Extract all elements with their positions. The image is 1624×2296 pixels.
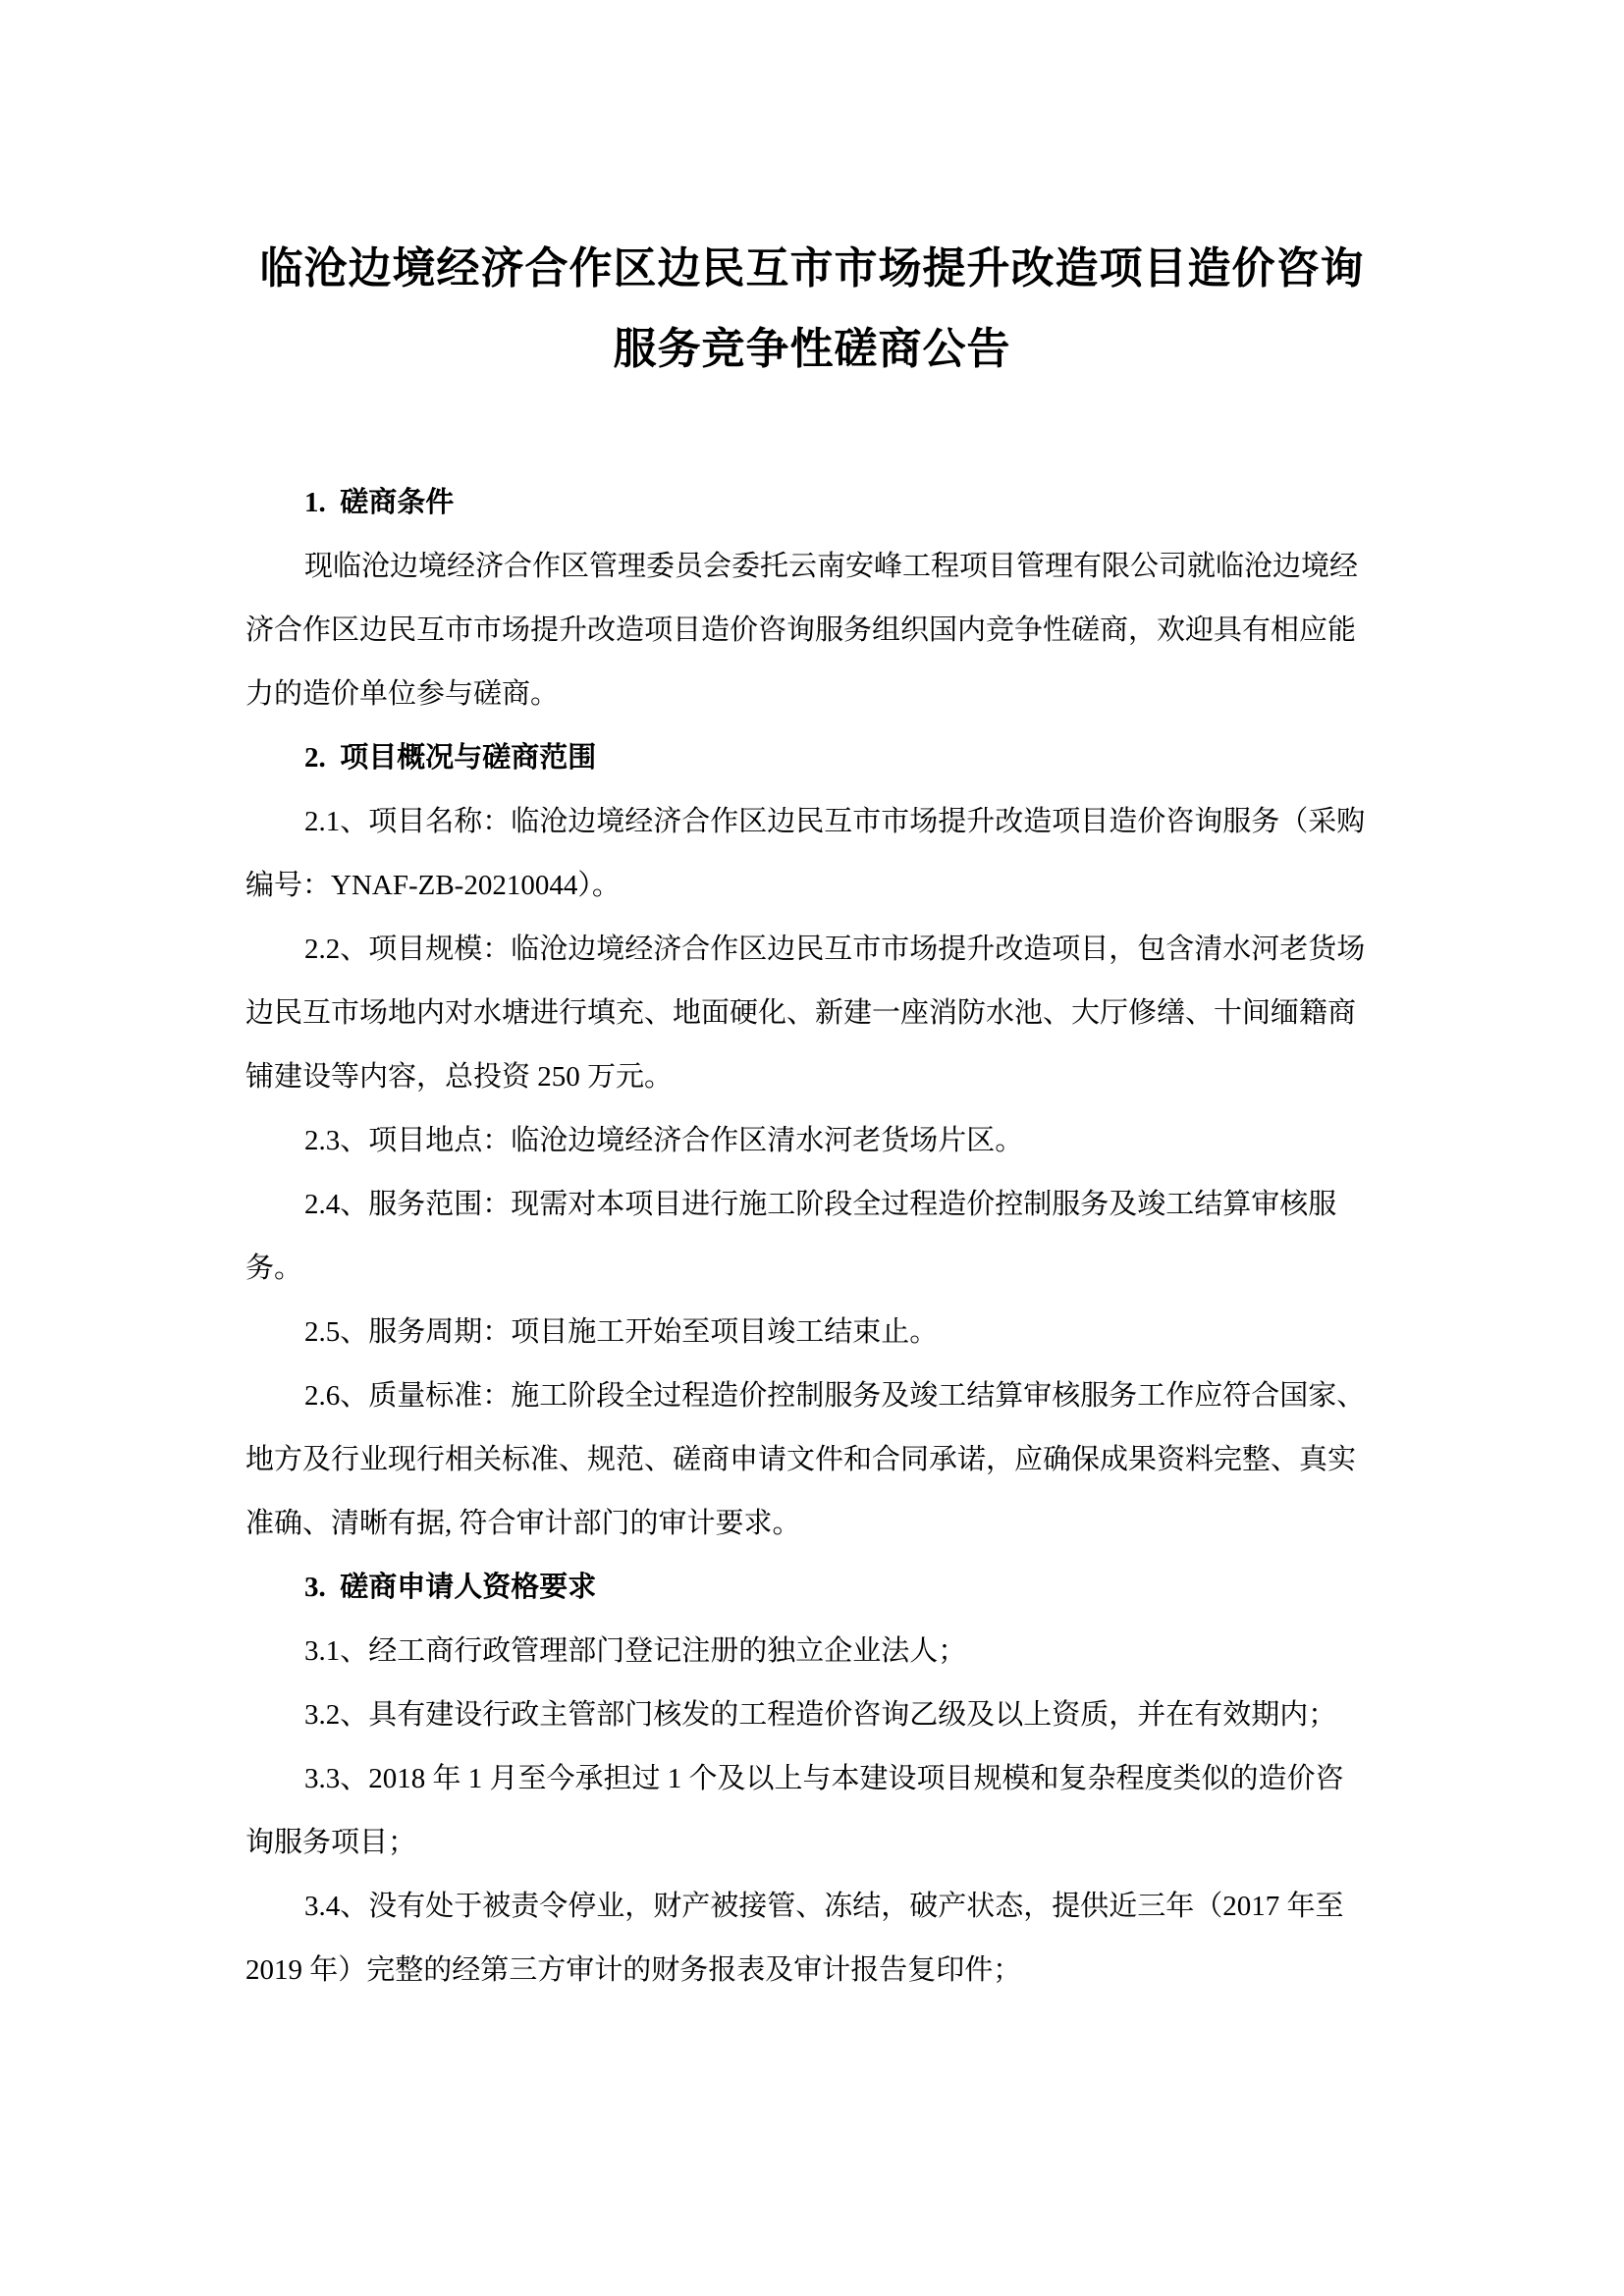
body-line: 地方及行业现行相关标准、规范、磋商申请文件和合同承诺，应确保成果资料完整、真实 bbox=[245, 1444, 1357, 1475]
body-line: 询服务项目； bbox=[245, 1827, 417, 1858]
body-line: 3.3、2018 年 1 月至今承担过 1 个及以上与本建设项目规模和复杂程度类似的造价咨 bbox=[304, 1763, 1344, 1794]
body-line: 准确、清晰有据, 符合审计部门的审计要求。 bbox=[245, 1508, 801, 1539]
body-line: 2.2、项目规模：临沧边境经济合作区边民互市市场提升改造项目，包含清水河老货场 bbox=[304, 934, 1366, 965]
body-line: 3.4、没有处于被责令停业，财产被接管、冻结，破产状态，提供近三年（2017 年至 bbox=[304, 1891, 1344, 1922]
body-line: 济合作区边民互市市场提升改造项目造价咨询服务组织国内竞争性磋商，欢迎具有相应能 bbox=[245, 614, 1357, 646]
document-title-line2: 服务竞争性磋商公告 bbox=[613, 325, 1011, 373]
body-line: 现临沧边境经济合作区管理委员会委托云南安峰工程项目管理有限公司就临沧边境经 bbox=[304, 551, 1359, 582]
body-line: 务。 bbox=[245, 1253, 303, 1284]
body-line: 3.1、经工商行政管理部门登记注册的独立企业法人； bbox=[304, 1635, 967, 1667]
document-title-line1: 临沧边境经济合作区边民互市市场提升改造项目造价咨询 bbox=[259, 244, 1365, 293]
body-line: 2.3、项目地点：临沧边境经济合作区清水河老货场片区。 bbox=[304, 1125, 1024, 1156]
body-line: 编号：YNAF-ZB-20210044）。 bbox=[245, 870, 621, 901]
body-line: 力的造价单位参与磋商。 bbox=[245, 678, 560, 710]
body-line: 2.6、质量标准：施工阶段全过程造价控制服务及竣工结算审核服务工作应符合国家、 bbox=[304, 1380, 1366, 1412]
body-line: 2.5、服务周期：项目施工开始至项目竣工结束止。 bbox=[304, 1316, 939, 1348]
body-line: 铺建设等内容，总投资 250 万元。 bbox=[245, 1061, 674, 1093]
section-heading: 3. 磋商申请人资格要求 bbox=[304, 1572, 597, 1603]
body-line: 3.2、具有建设行政主管部门核发的工程造价咨询乙级及以上资质，并在有效期内； bbox=[304, 1699, 1337, 1731]
section-heading: 1. 磋商条件 bbox=[304, 487, 455, 518]
body-line: 2.4、服务范围：现需对本项目进行施工阶段全过程造价控制服务及竣工结算审核服 bbox=[304, 1189, 1337, 1220]
body-line: 2.1、项目名称：临沧边境经济合作区边民互市市场提升改造项目造价咨询服务（采购 bbox=[304, 806, 1366, 837]
body-line: 2019 年）完整的经第三方审计的财务报表及审计报告复印件； bbox=[245, 1954, 1022, 1986]
body-line: 边民互市场地内对水塘进行填充、地面硬化、新建一座消防水池、大厅修缮、十间缅籍商 bbox=[245, 997, 1357, 1029]
section-heading: 2. 项目概况与磋商范围 bbox=[304, 742, 597, 774]
